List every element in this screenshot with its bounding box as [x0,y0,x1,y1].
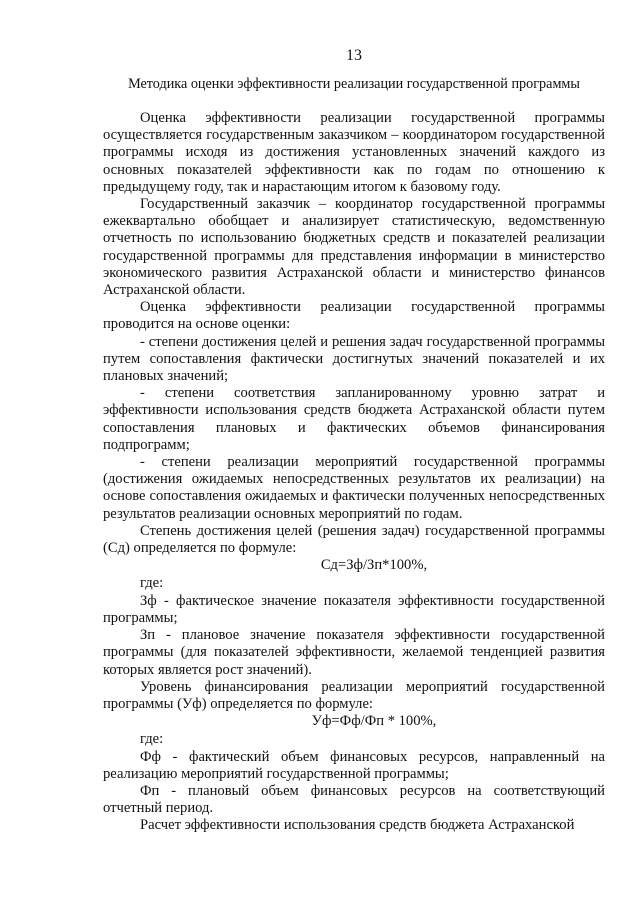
list-item-goal-achievement: - степени достижения целей и решения задач государственной программы путем сопоставления фактически достигнутых значений показателей и их плановых значений; [103,333,605,385]
definition-zp: Зп - плановое значение показателя эффективности государственной программы (для показателей эффективности, желаемой тенденцией развития которых является рост значений). [103,627,605,678]
formula-sd: Сд=Зф/Зп*100%, [320,557,428,574]
section-title: Методика оценки эффективности реализации государственной программы [128,76,580,92]
paragraph-evaluation-basis: Оценка эффективности реализации государственной программы проводится на основе оценки: [103,299,605,333]
paragraph-funding-level: Уровень финансирования реализации мероприятий государственной программы (Уф) определяется по формуле: [103,678,605,712]
where-label: где: [140,731,164,748]
page-number: 13 [346,47,362,64]
paragraph-goal-degree: Степень достижения целей (решения задач) государственной программы (Сд) определяется по формуле: [103,522,605,557]
paragraph-budget-efficiency: Расчет эффективности использования средств бюджета Астраханской [140,817,575,834]
list-item-activities-implementation: - степени реализации мероприятий государственной программы (достижения ожидаемых непосредственных результатов их реализации) на основе сопоставления ожидаемых и фактически полученных непосредственных результатов реализации основных мероприятий по годам. [103,454,605,522]
paragraph-customer-reporting: Государственный заказчик – координатор государственной программы ежеквартально обобщает и анализирует статистическую, ведомственную отчетность по использованию бюджетных средств и показателей реализации государственной программы для представления информации в министерство экономического развития Астраханской области и министерство финансов Астраханской области. [103,196,605,299]
list-item-cost-compliance: - степени соответствия запланированному уровню затрат и эффективности использования средств бюджета Астраханской области путем сопоставления плановых и фактических объемов финансирования подпрограмм; [103,385,605,453]
formula-uf: Уф=Фф/Фп * 100%, [311,713,437,730]
definition-zf: Зф - фактическое значение показателя эффективности государственной программы; [103,592,605,626]
paragraph-evaluation-intro: Оценка эффективности реализации государственной программы осуществляется государственным заказчиком – координатором государственной программы исходя из достижения установленных значений каждого из основных показателей эффективности как по годам по отношению к предыдущему году, так и нарастающим итогом к базовому году. [103,110,605,195]
where-label: где: [140,575,164,592]
body-text [103,110,605,835]
definition-ff: Фф - фактический объем финансовых ресурсов, направленный на реализацию мероприятий государственной программы; [103,748,605,782]
definition-fp: Фп - плановый объем финансовых ресурсов на соответствующий отчетный период. [103,782,605,817]
